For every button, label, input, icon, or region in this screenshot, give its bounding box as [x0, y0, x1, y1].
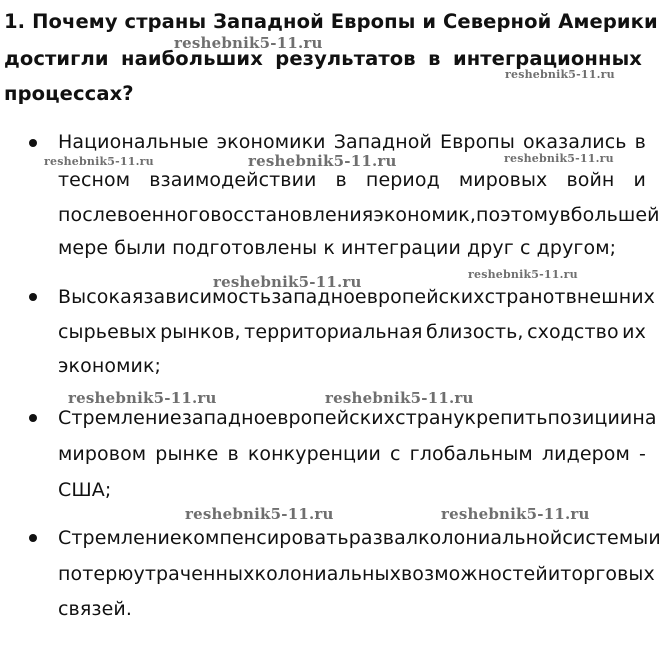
word: в — [428, 47, 441, 70]
word: системы — [562, 527, 649, 549]
bullet-4-line-3: связей. — [58, 598, 132, 620]
word: стран — [484, 286, 543, 308]
word: их — [622, 321, 646, 343]
word: экономик, — [373, 204, 477, 226]
question-line-1: 1. Почему страны Западной Европы и Северной Америки — [4, 10, 658, 33]
word: рынков, — [160, 321, 241, 343]
watermark: reshebnik5-11.ru — [185, 505, 334, 523]
word: возможностей — [401, 563, 548, 585]
bullet-1-line-3 — [58, 203, 660, 227]
watermark: reshebnik5-11.ru — [44, 155, 154, 168]
word: колониальной — [418, 527, 563, 549]
question-line-3: процессах? — [4, 82, 134, 105]
word: позиции — [547, 407, 633, 429]
bullet-3-line-1 — [58, 406, 657, 430]
bullet-1-line-4: мере были подготовлены к интеграции друг с другом; — [58, 237, 617, 259]
word: мировых — [458, 169, 548, 191]
watermark: reshebnik5-11.ru — [248, 152, 397, 170]
word: результатов — [275, 47, 416, 70]
word: потерю — [58, 563, 134, 585]
word: период — [365, 169, 440, 191]
word: оказались — [523, 131, 627, 153]
bullet-4-line-1 — [58, 526, 661, 550]
bullet-4-line-2 — [58, 562, 655, 586]
word: территориальная — [244, 321, 423, 343]
bullet-2-line-2 — [58, 320, 646, 344]
watermark: reshebnik5-11.ru — [505, 68, 615, 81]
watermark: reshebnik5-11.ru — [68, 389, 217, 407]
word: торговых — [560, 563, 655, 585]
word: Стремление — [58, 407, 182, 429]
word: в — [559, 204, 571, 226]
word: мировом — [58, 443, 147, 465]
word: и — [633, 169, 646, 191]
word: войн — [566, 169, 615, 191]
word: и — [648, 527, 661, 549]
watermark: reshebnik5-11.ru — [468, 268, 578, 281]
bullet-marker — [29, 139, 37, 147]
word: интеграционных — [452, 47, 642, 70]
word: Европы — [440, 131, 515, 153]
word: Стремление — [58, 527, 182, 549]
word: компенсировать — [181, 527, 349, 549]
word: взаимодействии — [149, 169, 317, 191]
word: в — [634, 131, 646, 153]
word: поэтому — [476, 204, 560, 226]
word: послевоенного — [58, 204, 211, 226]
bullet-3-line-2 — [58, 442, 646, 466]
word: Западной — [333, 131, 432, 153]
bullet-2-line-3: экономик; — [58, 355, 162, 377]
watermark: reshebnik5-11.ru — [504, 152, 614, 165]
watermark: reshebnik5-11.ru — [325, 389, 474, 407]
word: колониальных — [254, 563, 401, 585]
word: наибольших — [121, 47, 263, 70]
word: сходство — [527, 321, 619, 343]
bullet-marker — [29, 414, 37, 422]
word: внешних — [565, 286, 656, 308]
word: лидером — [541, 443, 630, 465]
word: с — [390, 443, 401, 465]
word: укрепить — [453, 407, 548, 429]
word: развал — [348, 527, 419, 549]
word: в — [227, 443, 239, 465]
watermark: reshebnik5-11.ru — [174, 34, 323, 52]
word: зависимость — [143, 286, 272, 308]
word: Национальные — [58, 131, 209, 153]
word: экономики — [216, 131, 326, 153]
word: сырьевых — [58, 321, 157, 343]
word: от — [542, 286, 566, 308]
bullet-marker — [29, 293, 37, 301]
bullet-1-line-1 — [58, 130, 646, 154]
bullet-1-line-2 — [58, 168, 646, 192]
word: тесном — [58, 169, 131, 191]
bullet-marker — [29, 534, 37, 542]
word: в — [335, 169, 347, 191]
word: близость, — [425, 321, 524, 343]
watermark: reshebnik5-11.ru — [441, 505, 590, 523]
word: - — [639, 443, 646, 465]
word: восстановления — [210, 204, 374, 226]
word: западноевропейских — [271, 286, 485, 308]
bullet-3-line-3: США; — [58, 479, 112, 501]
word: западноевропейских — [181, 407, 396, 429]
watermark: reshebnik5-11.ru — [213, 273, 362, 291]
word: достигли — [4, 47, 109, 70]
word: стран — [395, 407, 454, 429]
word: глобальным — [409, 443, 533, 465]
word: утраченных — [133, 563, 255, 585]
word: на — [632, 407, 657, 429]
word: конкуренции — [247, 443, 381, 465]
word: большей — [570, 204, 660, 226]
word: Высокая — [58, 286, 144, 308]
word: и — [547, 563, 561, 585]
word: рынке — [155, 443, 219, 465]
